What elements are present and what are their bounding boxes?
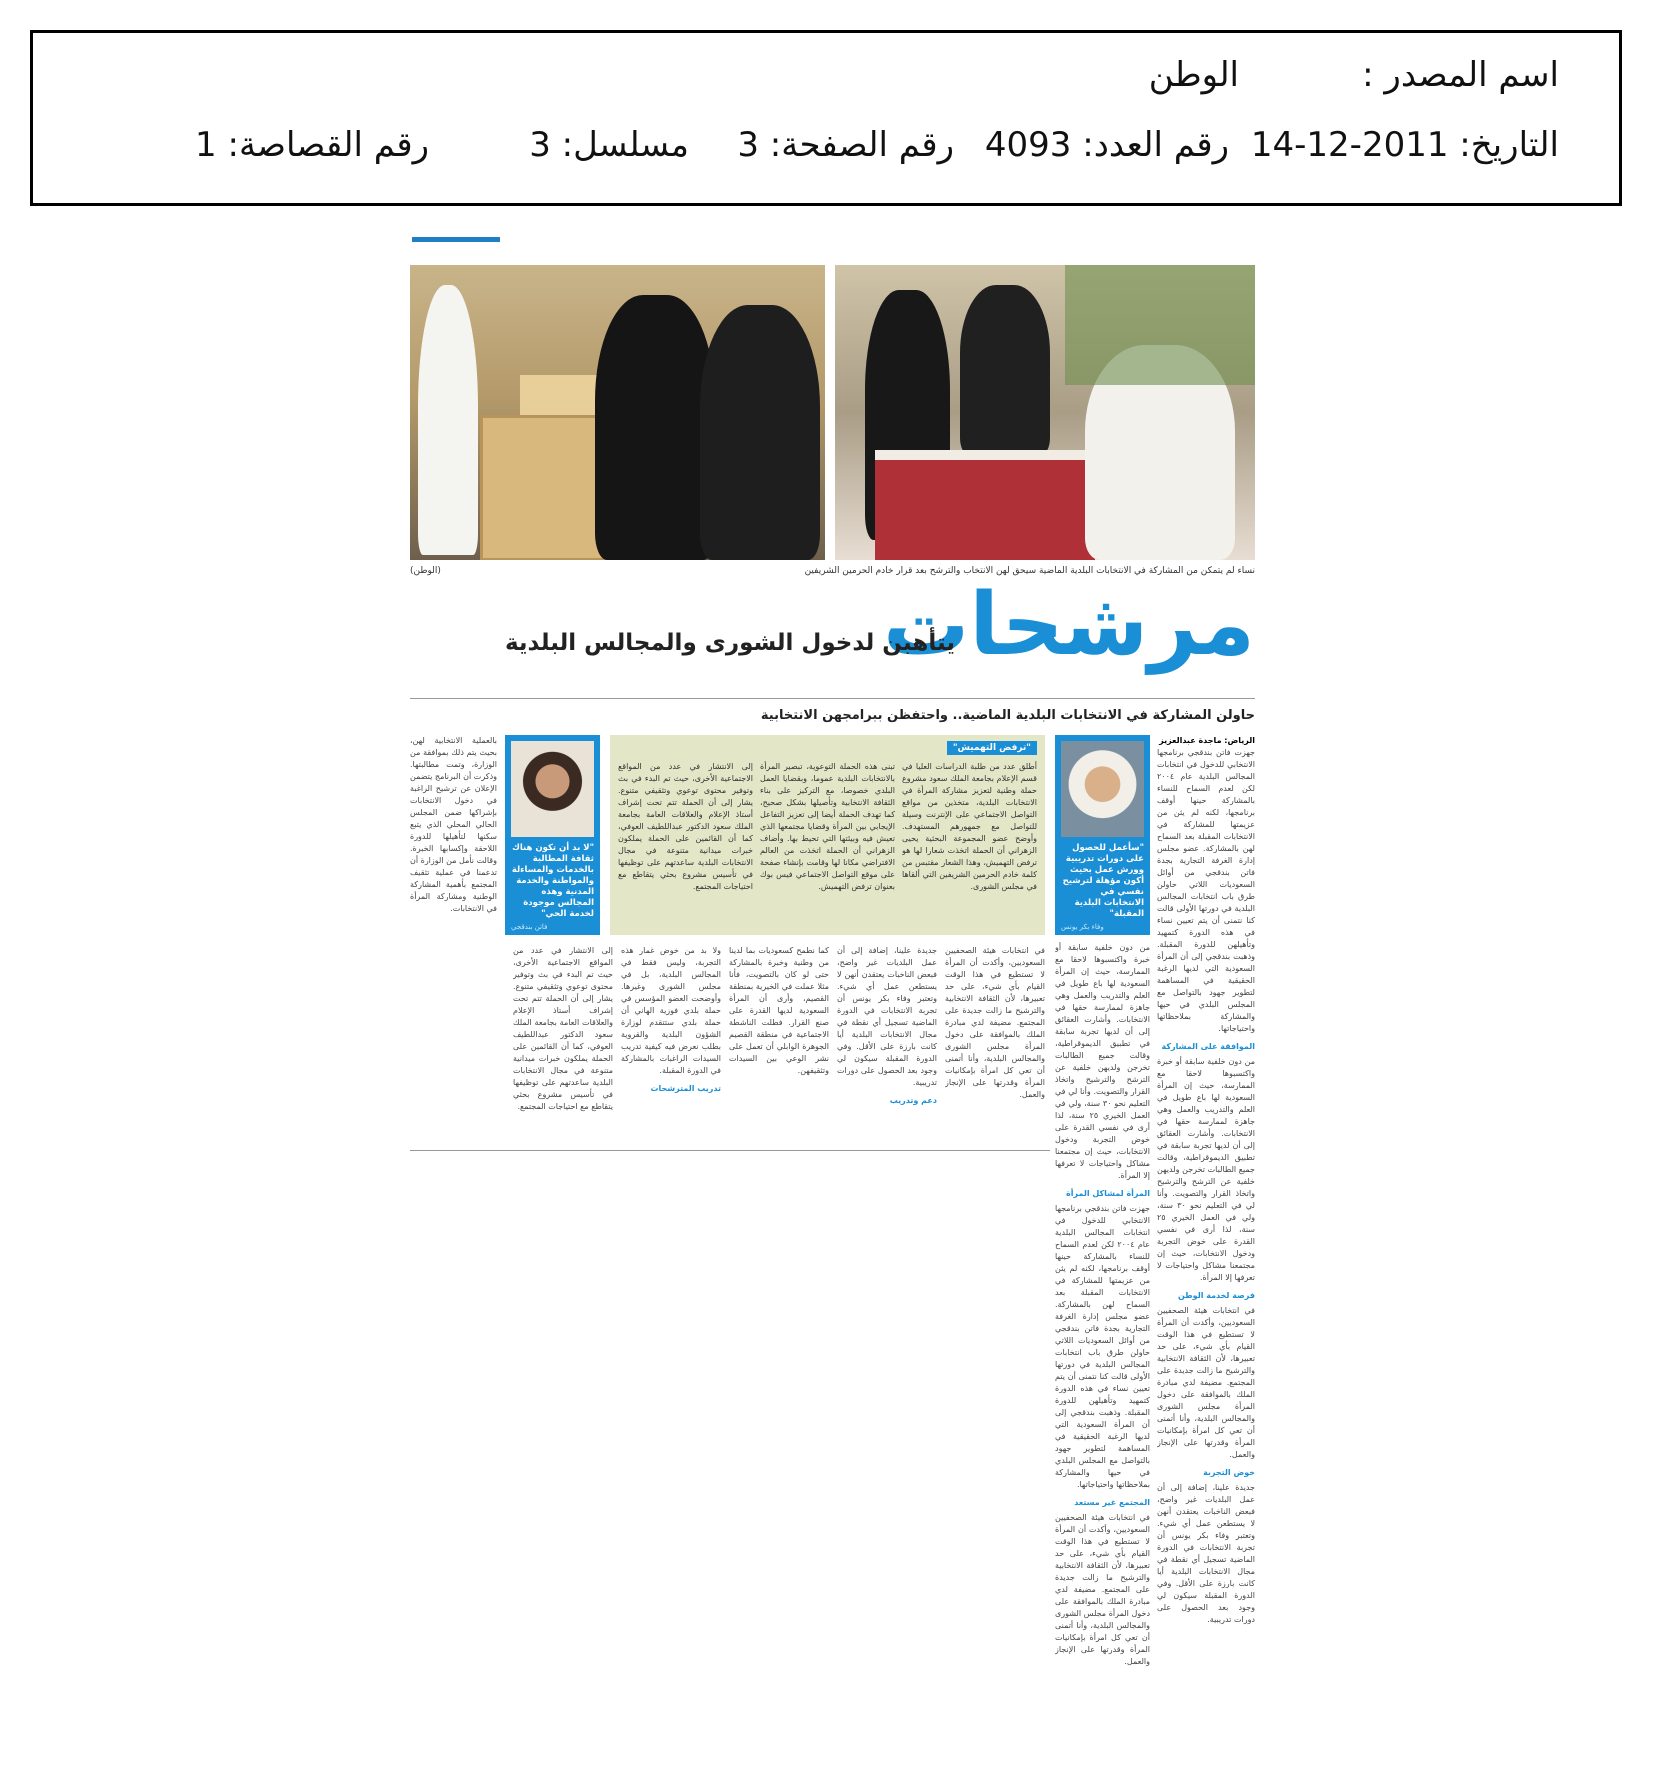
clip-value: 1: [195, 125, 217, 165]
photo-banner: [1065, 265, 1255, 385]
column-left: [410, 735, 497, 1155]
sidebar-column-3-text: إلى الانتشار في عدد من المواقع الاجتماعية الأخرى، حيث تم البدء في بث وتوفير محتوى توعوي وتثقيفي متنوع. يشار إلى أن الحملة تتم تحت إشراف أستاذ الإعلام والعلاقات العامة بجامعة الملك سعود الدكتور عبداللطيف العوفي، كما أن القائمين على الحملة يملكون خبرات ميدانية متنوعة في مجال الانتخابات البلدية ساعدتهم على توظيفها في تأسيس مشروع بحثي يتقاطع مع احتياجات المجتمع.: [618, 762, 753, 891]
source-label: اسم المصدر :: [1362, 55, 1559, 95]
column-2-text: من دون خلفية سابقة أو خبرة واكتسبوها لاحقا مع الممارسة، حيث إن المرأة السعودية لها باع طويل في العلم والتدريب والعمل وهي جاهزة لممارسة حقها في الانتخابات. وأشارت العقائق إلى أن لديها تجربة سابقة في تطبيق الديموقراطية، وقالت جميع الطالبات تخرجن ولديهن خلفية عن الترشح والترشيح واتخاذ القرار والتصويت. وأنا لي في التعليم نحو ٣٠ سنة، ولي في العمل الخيري ٢٥ سنة، لذا أرى في نفسي القدرة على خوض التجربة ودخول الانتخابات، حيث إن مجتمعنا مشاكل واحتياجات لا تعرفها إلا المرأة.: [1055, 943, 1150, 1180]
portrait-photo-1: [1061, 741, 1144, 837]
portrait-name-2: فاتن بندقجي: [511, 923, 548, 931]
byline: الرياض: ماجدة عبدالعزيز: [1159, 736, 1255, 745]
sidebar-campaign-box: [610, 735, 1045, 935]
issue-value: 4093: [984, 125, 1072, 165]
accent-bar: [412, 237, 500, 242]
column-1-text-2: من دون خلفية سابقة أو خبرة واكتسبوها لاحقا مع الممارسة، حيث إن المرأة السعودية لها باع طويل في العلم والتدريب والعمل وهي جاهزة لممارسة حقها في الانتخابات. وأشارت العقائق إلى أن لديها تجربة سابقة في تطبيق الديموقراطية، وقالت جميع الطالبات تخرجن ولديهن خلفية عن الترشح والترشيح واتخاذ القرار والتصويت. وأنا لي في التعليم نحو ٣٠ سنة، ولي في العمل الخيري ٢٥ سنة، لذا أرى في نفسي القدرة على خوض التجربة ودخول الانتخابات، حيث إن مجتمعنا مشاكل واحتياجات لا تعرفها إلا المرأة.: [1157, 1057, 1255, 1282]
serial-field: [529, 125, 689, 165]
sidebar-column-2: [760, 761, 895, 931]
serial-value: 3: [529, 125, 551, 165]
subheadline: يتأهبن لدخول الشورى والمجالس البلدية: [504, 630, 955, 656]
portrait-name-1: وفاء بكر يونس: [1061, 923, 1104, 931]
newspaper-clipping: [410, 230, 1255, 1730]
source-metadata-box: [30, 30, 1622, 206]
column-lower-5-text: إلى الانتشار في عدد من المواقع الاجتماعية الأخرى، حيث تم البدء في بث وتوفير محتوى توعوي وتثقيفي متنوع. يشار إلى أن الحملة تتم تحت إشراف أستاذ الإعلام والعلاقات العامة بجامعة الملك سعود الدكتور عبداللطيف العوفي، كما أن القائمين على الحملة يملكون خبرات ميدانية متنوعة في مجال الانتخابات البلدية ساعدتهم على توظيفها في تأسيس مشروع بحثي يتقاطع مع احتياجات المجتمع.: [513, 946, 613, 1111]
column-lower-1-text: في انتخابات هيئة الصحفيين السعوديين، وأكدت أن المرأة لا تستطيع في هذا الوقت القيام بأي شيء، على حد تعبيرها، لأن الثقافة الانتخابية والترشيح ما زالت جديدة على المجتمع. مضيفة لدي مبادرة الملك بالموافقة على دخول المرأة مجلس الشورى والمجالس البلدية، وأنا أتمنى أن تعي كل امرأة بإمكانيات المرأة وقدرتها على الإنجاز والعمل.: [945, 946, 1045, 1099]
page-value: 3: [737, 125, 759, 165]
portrait-photo-2: [511, 741, 594, 837]
column-lower-4: [621, 945, 721, 1140]
sidebar-column-1-text: أطلق عدد من طلبة الدراسات العليا في قسم الإعلام بجامعة الملك سعود مشروع حملة وطنية لتعزيز مشاركة المرأة في الانتخابات البلدية، متخذين من مواقع التواصل الاجتماعي على الإنترنت وسيلة للتواصل مع جمهورهم المستهدف. وأوضح عضو المجموعة البحثية يحيى الزهراني أن الحملة اتخذت شعارا لها هو ترفض التهميش، وهذا الشعار مقتبس من كلمة خادم الحرمين الشريفين التي ألقاها في مجلس الشورى.: [902, 762, 1037, 891]
photo-caption: نساء لم يتمكن من المشاركة في الانتخابات البلدية الماضية سيحق لهن الانتخاب والترشح بعد قرار خادم الحرمين الشريفين: [804, 566, 1255, 576]
headline: مرشحات: [882, 575, 1255, 675]
column-1-text: جهزت فاتن بندقجي برنامجها الانتخابي للدخول في انتخابات المجالس البلدية عام ٢٠٠٤ لكن لعدم السماح للنساء بالمشاركة حينها أوقف برنامجها، لكنه لم يثن من عزيمتها للمشاركة في الانتخابات المقبلة بعد السماح لهن بالمشاركة. عضو مجلس إدارة الغرفة التجارية بجدة فاتن بندقجي من أوائل السعوديات اللاتي حاولن طرق باب انتخابات المجالس البلدية في دورتها الأولى قالت كنا نتمنى أن يتم تعيين نساء في هذه الدورة كتمهيد وتأهيلهن للدورة المقبلة. وذهبت بندقجي إلى أن المرأة السعودية التي لديها الرغبة الحقيقية في المساهمة لتطوير جهود بالتواصل مع المجلس البلدي في حيها والمشاركة بملاحظاتها واحتياجاتها.: [1157, 748, 1255, 1033]
sidebar-column-3: [618, 761, 753, 931]
column-left-text: بالعملية الانتخابية لهن، بحيث يتم ذلك بموافقة من الوزارة، وتمت مطالبتها. وذكرت أن البرنامج يتضمن الإعلان عن ترشيح الراغبة في دخول الانتخابات بإشراكها ضمن المجلس الحالي المحلي الذي يتبع سكنها لتأهيلها للدورة اللاحقة وإكسابها الخبرة. وقالت نأمل من الوزارة أن تدعمنا في عملية تثقيف المجتمع بأهمية المشاركة الوطنية ومشاركة المرأة في الانتخابات.: [410, 736, 497, 913]
subhead-women-issues: المرأة لمشاكل المرأة: [1066, 1189, 1150, 1198]
issue-field: [985, 125, 1229, 165]
portrait-box-1: [1055, 735, 1150, 935]
sidebar-column-2-text: تبنى هذه الحملة التوعوية، تبصير المرأة بالانتخابات البلدية عموما، وبقضايا العمل البلدي خصوصا، مع التركيز على بناء الثقافة الانتخابية وتأصيلها بشكل صحيح، كما تهدف الحملة أيضا إلى تعزيز التفاعل الإيجابي بين المرأة وقضايا مجتمعها الذي تعيش فيه وبيئتها التي تحيط بها. وأضاف الزهراني أن الحملة اتخذت من العالم الافتراضي مكانا لها وقامت بإنشاء صفحة على موقع التواصل الاجتماعي فيس بوك بعنوان ترفض التهميش.: [760, 762, 895, 891]
sidebar-title: "ترفض التهميش": [947, 741, 1037, 755]
subhead-society-not-ready: المجتمع غير مستعد: [1074, 1498, 1150, 1507]
column-1-text-4: جديدة علينا، إضافة إلى أن عمل البلديات غير واضح، فبعض الناخبات يعتقدن أنهن لا يستطعن عمل أي شيء. وتعتبر وفاء بكر يونس أن تجربة الانتخابات في الدورة الماضية تسجيل أي نقطة في مجال الانتخابات البلدية أيا كانت بارزة على الأقل. وفي الدورة المقبلة سيكون لي وجود بعد الحصول على دورات تدريبية.: [1157, 1483, 1255, 1624]
photo-figure-woman-2: [700, 305, 820, 560]
photo-figure-woman-4: [960, 285, 1050, 455]
sidebar-column-1: [902, 761, 1037, 931]
subhead-support-training: دعم وتدريب: [889, 1096, 937, 1105]
subhead-candidate-training: تدريب المترشحات: [650, 1084, 721, 1093]
column-2-text-3: في انتخابات هيئة الصحفيين السعوديين، وأكدت أن المرأة لا تستطيع في هذا الوقت القيام بأي شيء، على حد تعبيرها، لأن الثقافة الانتخابية والترشيح ما زالت جديدة على المجتمع. مضيفة لدي مبادرة الملك بالموافقة على دخول المرأة مجلس الشورى والمجالس البلدية، وأنا أتمنى أن تعي كل امرأة بإمكانيات المرأة وقدرتها على الإنجاز والعمل.: [1055, 1513, 1150, 1666]
column-lower-2-text: جديدة علينا، إضافة إلى أن عمل البلديات غير واضح، فبعض الناخبات يعتقدن أنهن لا يستطعن عمل أي شيء. وتعتبر وفاء بكر يونس أن تجربة الانتخابات في الدورة الماضية تسجيل أي نقطة في مجال الانتخابات البلدية أيا كانت بارزة على الأقل. وفي الدورة المقبلة سيكون لي وجود بعد الحصول على دورات تدريبية.: [837, 946, 937, 1087]
serial-label: مسلسل:: [561, 125, 689, 165]
column-2-text-2: جهزت فاتن بندقجي برنامجها الانتخابي للدخول في انتخابات المجالس البلدية عام ٢٠٠٤ لكن لعدم السماح للنساء بالمشاركة حينها أوقف برنامجها، لكنه لم يثن من عزيمتها للمشاركة في الانتخابات المقبلة بعد السماح لهن بالمشاركة. عضو مجلس إدارة الغرفة التجارية بجدة فاتن بندقجي من أوائل السعوديات اللاتي حاولن طرق باب انتخابات المجالس البلدية في دورتها الأولى قالت كنا نتمنى أن يتم تعيين نساء في هذه الدورة كتمهيد وتأهيلهن للدورة المقبلة. وذهبت بندقجي إلى أن المرأة السعودية التي لديها الرغبة الحقيقية في المساهمة لتطوير جهود بالتواصل مع المجلس البلدي في حيها والمشاركة بملاحظاتها واحتياجاتها.: [1055, 1204, 1150, 1489]
photo-ballot-box: [410, 265, 825, 560]
column-lower-3: [729, 945, 829, 1140]
column-lower-2: [837, 945, 937, 1140]
column-2: [1055, 942, 1150, 1722]
date-label: التاريخ:: [1459, 125, 1559, 165]
photo-registration-desk: [835, 265, 1255, 560]
photo-figure-man: [418, 285, 478, 555]
photo-credit: (الوطن): [410, 566, 441, 576]
portrait-box-2: [505, 735, 600, 935]
column-lower-1: [945, 945, 1045, 1140]
subhead-approval: الموافقة على المشاركة: [1161, 1042, 1255, 1051]
headline-rule: [410, 698, 1255, 699]
deck: حاولن المشاركة في الانتخابات البلدية الماضية.. واحتفظن ببرامجهن الانتخابية: [760, 708, 1255, 723]
date-field: [1251, 125, 1559, 165]
photo-desk: [875, 450, 1095, 560]
clip-label: رقم القصاصة:: [227, 125, 429, 165]
column-lower-5: [513, 945, 613, 1140]
issue-label: رقم العدد:: [1082, 125, 1229, 165]
subhead-serve-nation: فرصة لخدمة الوطن: [1177, 1291, 1255, 1300]
column-1-text-3: في انتخابات هيئة الصحفيين السعوديين، وأكدت أن المرأة لا تستطيع في هذا الوقت القيام بأي شيء، على حد تعبيرها، لأن الثقافة الانتخابية والترشيح ما زالت جديدة على المجتمع. مضيفة لدي مبادرة الملك بالموافقة على دخول المرأة مجلس الشورى والمجالس البلدية، وأنا أتمنى أن تعي كل امرأة بإمكانيات المرأة وقدرتها على الإنجاز والعمل.: [1157, 1306, 1255, 1459]
column-lower-3-text: كما نطمح كسعوديات بما لدينا من وطنية وخبرة بالمشاركة حتى لو كان بالتصويت، فأنا مثلا عملت في الخيرية بمنطقة القصيم، وأرى أن المرأة السعودية لديها القدرة على صنع القرار. فطلت الناشطة الاجتماعية في منطقة القصيم الجوهرة الوابلي أن تعمل على نشر الوعي بين السيدات وتثقيفهن.: [729, 946, 829, 1075]
portrait-quote-2: "لا بد أن تكون هناك ثقافة المطالبة بالخدمات والمساءلة والمواطنة والخدمة المدنية وهذه المجالس موجودة لخدمة الحي": [511, 843, 594, 919]
lower-rule: [410, 1150, 1050, 1151]
column-1: [1157, 735, 1255, 1725]
photo-figure-woman-1: [595, 295, 715, 560]
date-value: 2011-12-14: [1250, 125, 1449, 165]
page-field: [737, 125, 954, 165]
page-label: رقم الصفحة:: [769, 125, 954, 165]
column-lower-4-text: ولا بد من خوض غمار هذه التجربة، وليس فقط في المجالس البلدية، بل في مجلس الشورى وغيرها. وأوضحت العضو المؤسس في حملة بلدي فوزية الهاني أن حملة بلدي ستتقدم لوزارة الشؤون البلدية والقروية بطلب نعرض فيه كيفية تدريب السيدات الراغبات بالمشاركة في الدورة المقبلة.: [621, 946, 721, 1075]
clip-field: [195, 125, 429, 165]
subhead-experience: خوض التجربة: [1203, 1468, 1255, 1477]
portrait-quote-1: "سأعمل للحصول على دورات تدريبية وورش عمل بحيث أكون مؤهلة لترشيح نفسي في الانتخابات البلدية المقبلة": [1062, 843, 1144, 919]
source-value: الوطن: [1148, 55, 1239, 95]
